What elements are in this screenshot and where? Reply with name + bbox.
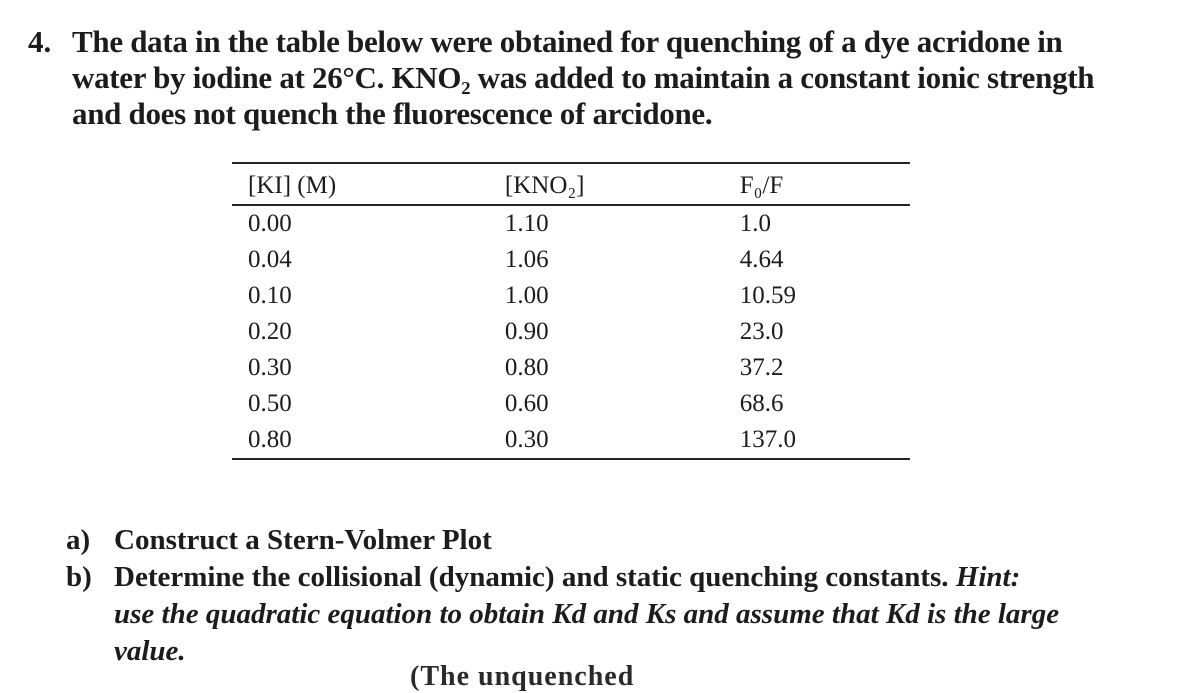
cell-f0-f: 1.0 — [739, 210, 772, 237]
cell-kno2: 0.30 — [504, 426, 549, 453]
table-row — [232, 350, 910, 386]
cell-f0-f: 68.6 — [739, 390, 784, 417]
cell-ki: 0.04 — [248, 246, 292, 273]
problem-statement — [72, 24, 1162, 132]
table-row — [232, 242, 910, 278]
question-b-hint-label: Hint: — [955, 561, 1021, 593]
cell-ki: 0.20 — [248, 318, 292, 345]
problem-line: and does not quench the fluorescence of arcidone. — [72, 96, 713, 131]
header-kno2-concentration: [KNO₂] — [504, 172, 585, 199]
cell-f0-f: 37.2 — [739, 354, 784, 381]
quenching-data-table — [232, 162, 910, 460]
cell-kno2: 1.00 — [504, 282, 549, 309]
question-b-line-1 — [114, 559, 1176, 596]
table-header-row — [232, 163, 910, 205]
cell-kno2: 1.10 — [504, 210, 549, 237]
cell-kno2: 0.80 — [504, 354, 549, 381]
cell-ki: 0.00 — [248, 210, 292, 237]
table-row — [232, 386, 910, 422]
cell-ki: 0.30 — [248, 354, 292, 381]
cutoff-next-line: (The unquenched — [410, 661, 635, 692]
cell-f0-f: 4.64 — [739, 246, 784, 273]
question-b — [66, 559, 1176, 670]
cell-f0-f: 137.0 — [739, 426, 797, 453]
cell-kno2: 0.60 — [504, 390, 549, 417]
cell-ki: 0.80 — [248, 426, 292, 453]
cell-kno2: 0.90 — [504, 318, 549, 345]
problem-line: water by iodine at 26°C. KNO₂ was added to maintain a constant ionic strength — [72, 60, 1095, 95]
table-row — [232, 278, 910, 314]
cell-f0-f: 10.59 — [739, 282, 797, 309]
cell-ki: 0.50 — [248, 390, 292, 417]
question-a-text: Construct a Stern-Volmer Plot — [114, 524, 492, 556]
cell-kno2: 1.06 — [504, 246, 549, 273]
table-row — [232, 205, 910, 242]
problem-line: The data in the table below were obtained for quenching of a dye acridone in — [72, 24, 1063, 59]
question-b-line-2: use the quadratic equation to obtain Kd and Ks and assume that Kd is the large — [114, 598, 1060, 630]
problem-number: 4. — [28, 24, 52, 59]
question-list — [66, 522, 1176, 670]
question-a — [66, 522, 1176, 559]
question-b-marker: b) — [66, 561, 92, 593]
question-b-text: Determine the collisional (dynamic) and static quenching constants. — [114, 561, 956, 593]
question-b-line-3: value. — [114, 635, 186, 667]
question-a-marker: a) — [66, 524, 91, 556]
cell-ki: 0.10 — [248, 282, 292, 309]
table-row — [232, 314, 910, 350]
table-row — [232, 422, 910, 459]
header-fluorescence-ratio: F₀/F — [739, 172, 784, 199]
cell-f0-f: 23.0 — [739, 318, 784, 345]
header-ki-concentration: [KI] (M) — [248, 172, 337, 199]
